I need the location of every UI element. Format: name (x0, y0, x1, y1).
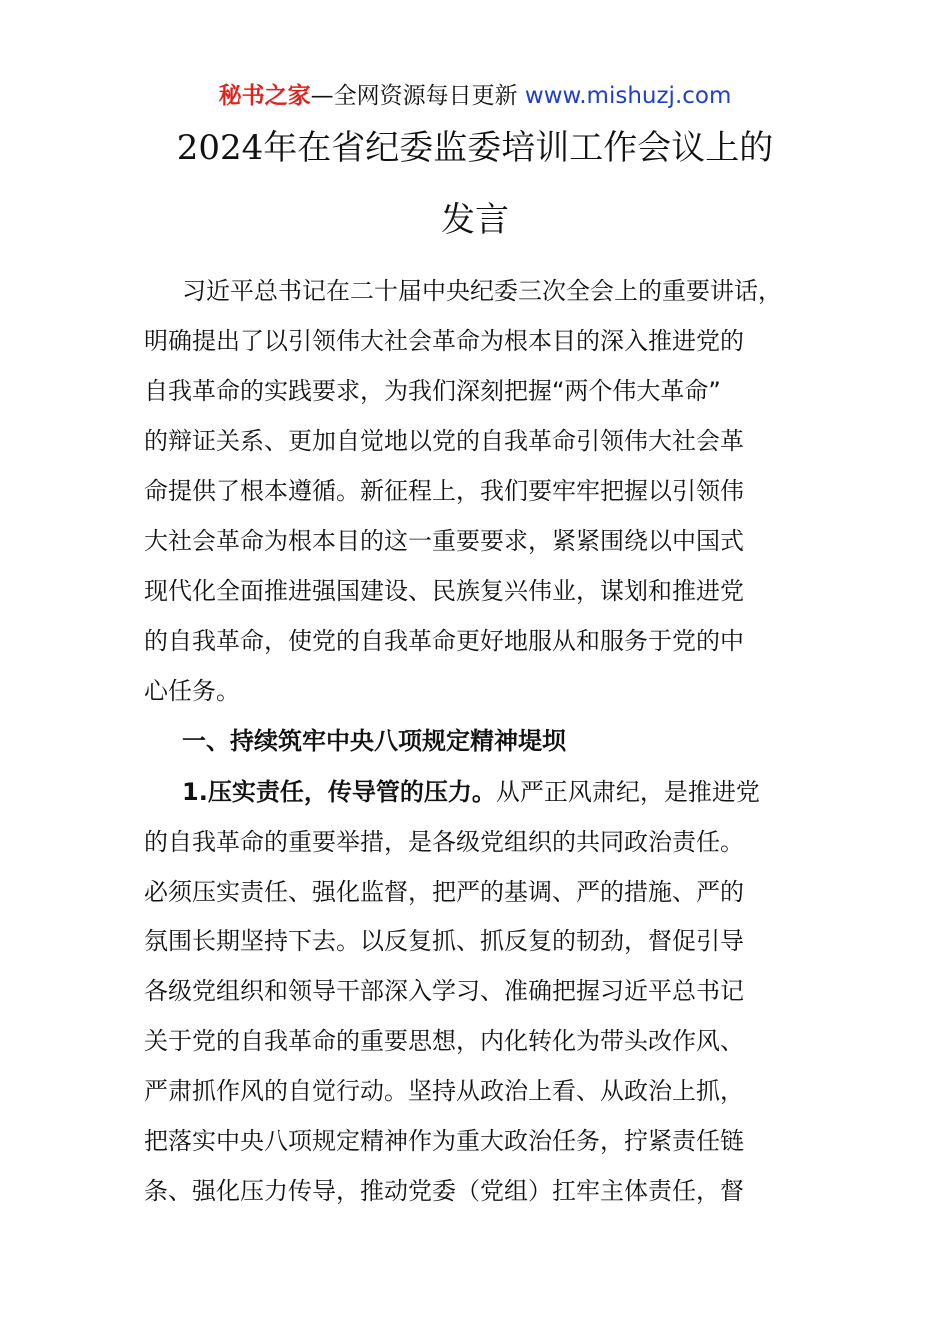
header-slogan: —全网资源每日更新 (310, 83, 518, 109)
intro-line-7: 现代化全面推进强国建设、民族复兴伟业，谋划和推进党 (144, 577, 744, 605)
title-year: 2024 (176, 128, 264, 168)
intro-line-3: 自我革命的实践要求，为我们深刻把握“两个伟大革命” (144, 377, 721, 405)
site-header (0, 80, 950, 112)
document-title-line-1 (0, 124, 950, 172)
intro-line-5: 命提供了根本遵循。新征程上，我们要牢牢把握以引领伟 (144, 477, 744, 505)
point-1-line-4: 氛围长期坚持下去。以反复抓、抓反复的韧劲，督促引导 (144, 927, 744, 955)
brand-name: 秘书之家 (218, 83, 311, 109)
site-url-link[interactable]: www.mishuzj.com (524, 83, 732, 109)
intro-line-9: 心任务。 (144, 677, 240, 705)
intro-line-8: 的自我革命，使党的自我革命更好地服从和服务于党的中 (144, 627, 744, 655)
section-heading-1: 一、持续筑牢中央八项规定精神堤坝 (182, 727, 566, 755)
intro-line-6: 大社会革命为根本目的这一重要要求，紧紧围绕以中国式 (144, 527, 744, 555)
point-1-line-7: 严肃抓作风的自觉行动。坚持从政治上看、从政治上抓， (144, 1077, 744, 1105)
point-1-line-3: 必须压实责任、强化监督，把严的基调、严的措施、严的 (144, 878, 744, 906)
point-1-line-1 (182, 776, 862, 808)
document-title-line-2: 发言 (441, 200, 509, 240)
point-1-first-text: 从严正风肃纪，是推进党 (495, 778, 760, 806)
point-1-line-2: 的自我革命的重要举措，是各级党组织的共同政治责任。 (144, 828, 744, 856)
point-1-line-9: 条、强化压力传导，推动党委（党组）扛牢主体责任，督 (144, 1177, 744, 1205)
intro-line-2: 明确提出了以引领伟大社会革命为根本目的深入推进党的 (144, 327, 744, 355)
title-line-1-text: 年在省纪委监委培训工作会议上的 (263, 128, 774, 168)
intro-line-4: 的辩证关系、更加自觉地以党的自我革命引领伟大社会革 (144, 427, 744, 455)
point-1-heading: 1.压实责任，传导管的压力。 (182, 778, 496, 806)
point-1-line-5: 各级党组织和领导干部深入学习、准确把握习近平总书记 (144, 977, 744, 1005)
intro-line-1: 习近平总书记在二十届中央纪委三次全会上的重要讲话， (182, 277, 782, 305)
point-1-line-6: 关于党的自我革命的重要思想，内化转化为带头改作风、 (144, 1027, 744, 1055)
point-1-line-8: 把落实中央八项规定精神作为重大政治任务，拧紧责任链 (144, 1127, 744, 1155)
